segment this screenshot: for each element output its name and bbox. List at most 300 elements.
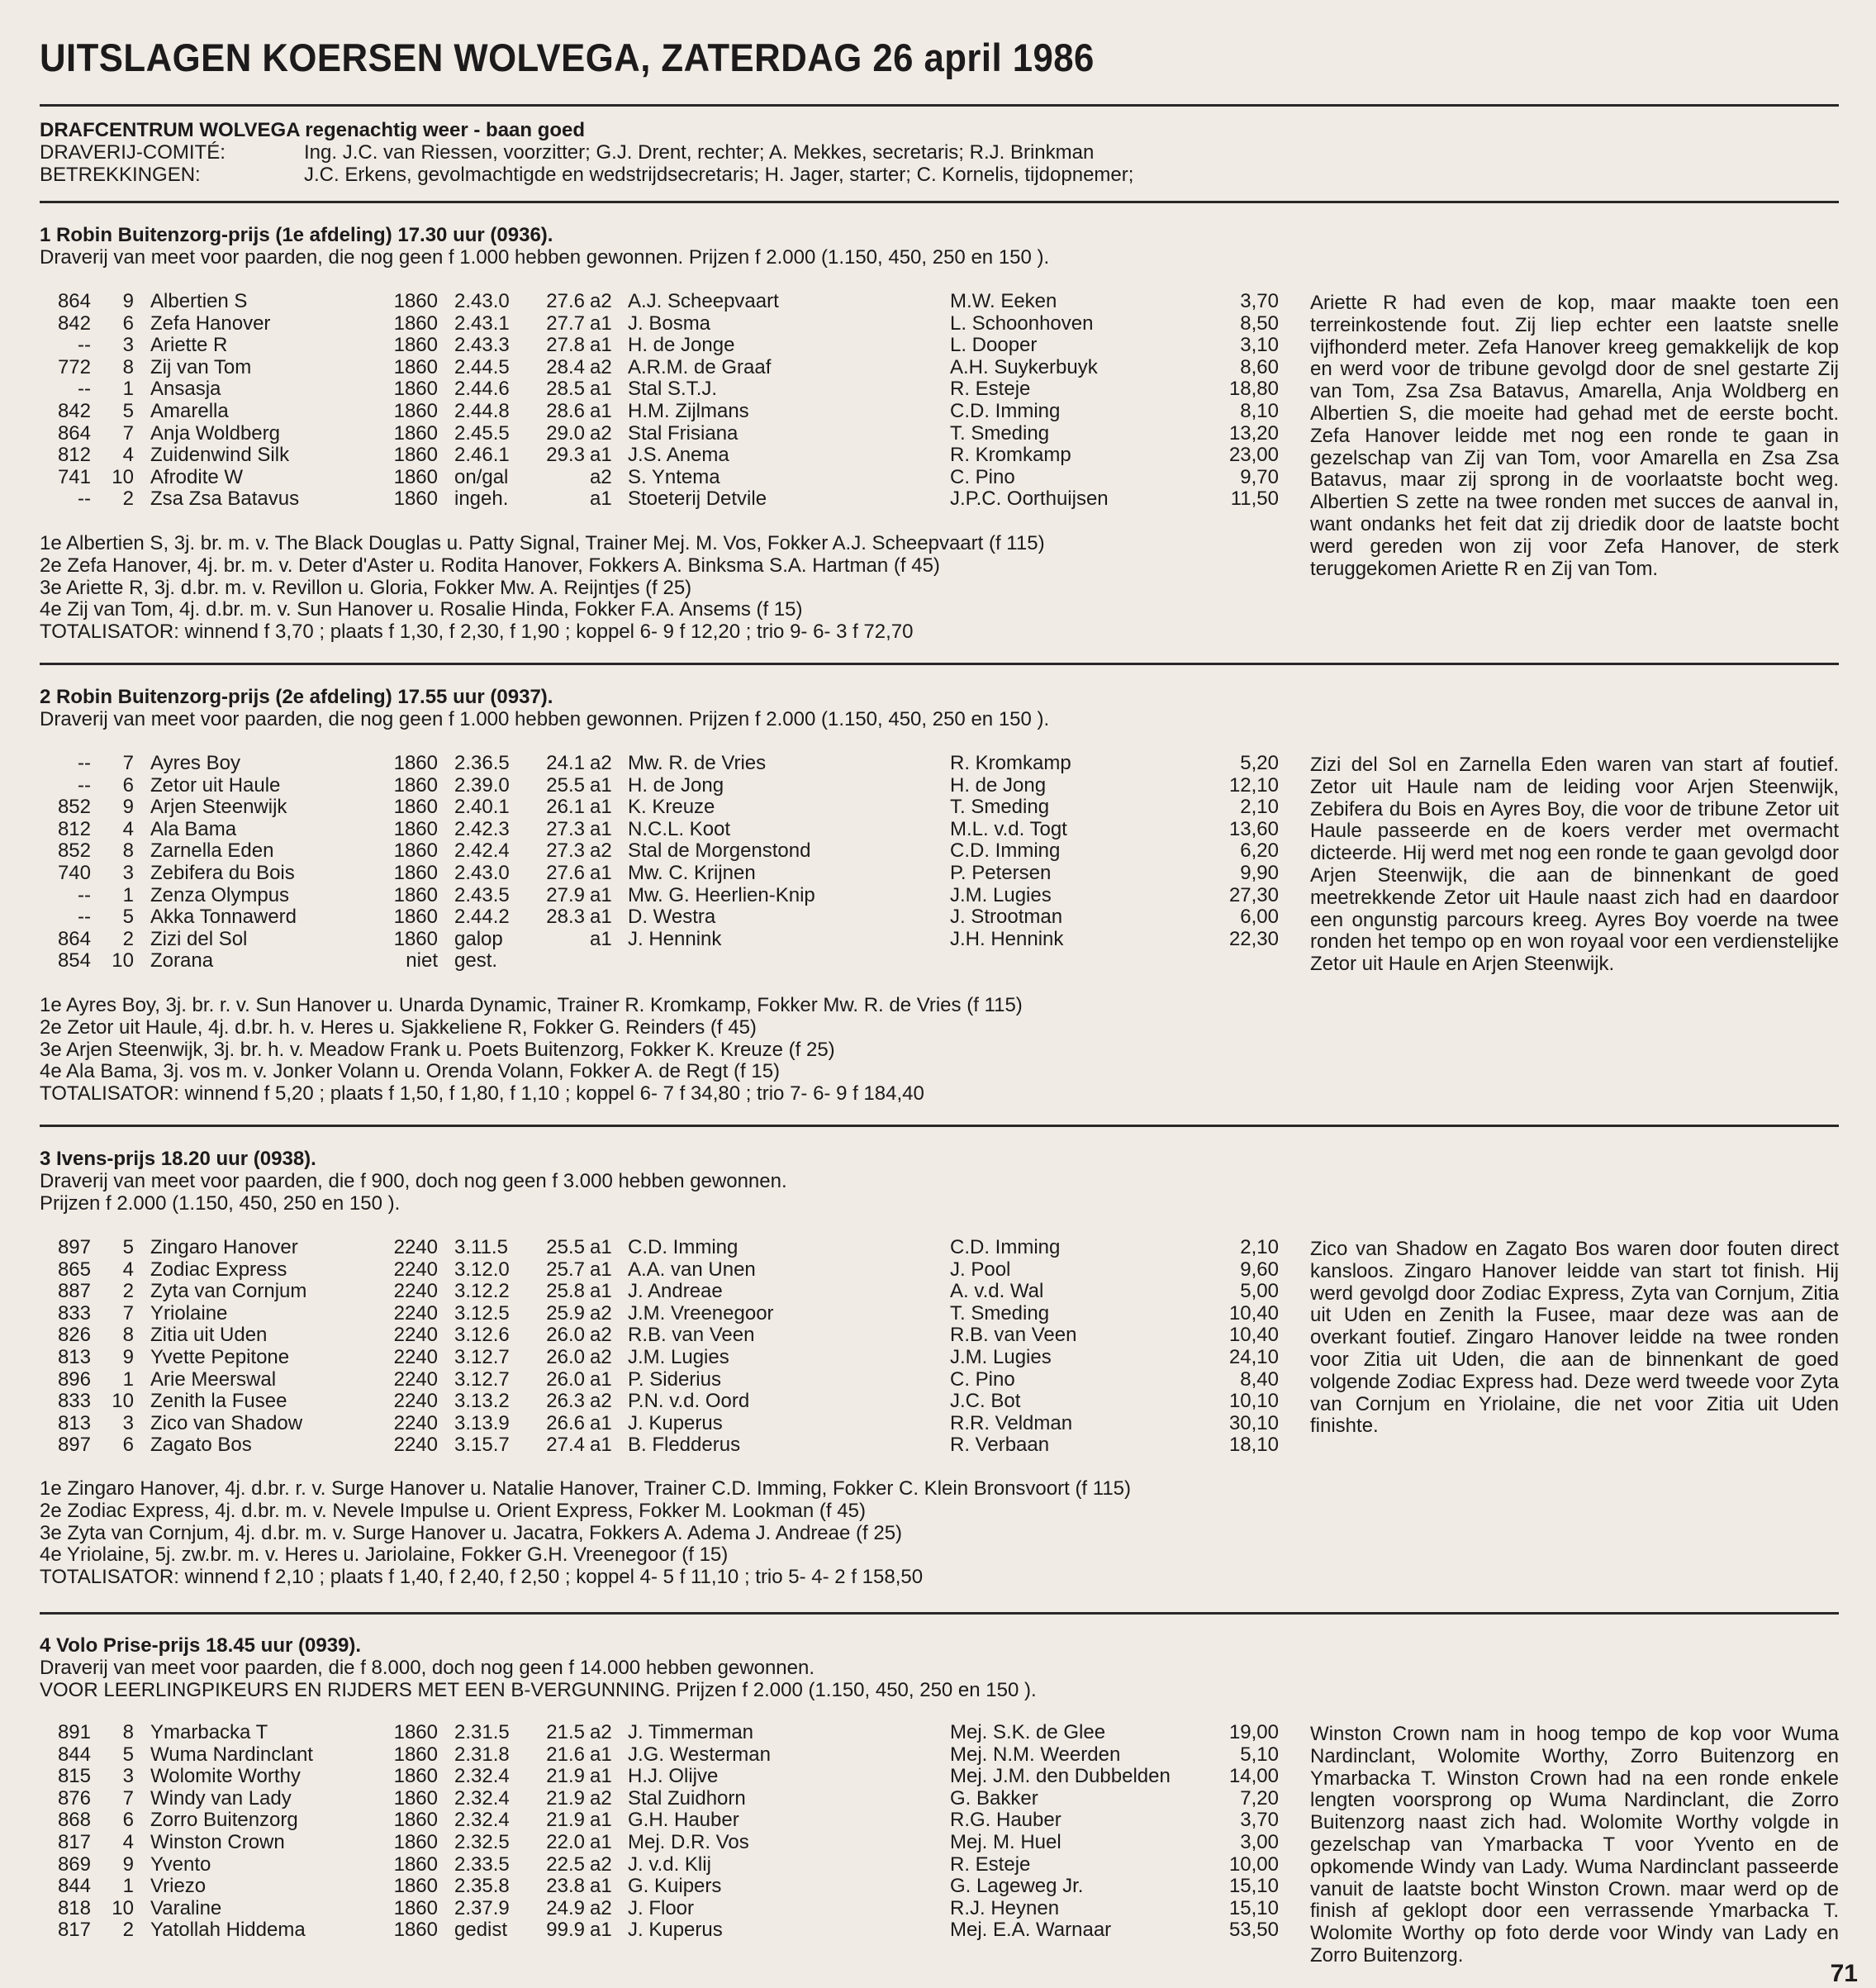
time-cell: gedist [454,1919,508,1942]
start-number-cell: 8 [122,355,134,378]
owner-cell: Stal de Morgenstond [628,839,811,863]
prev-race-cell: -- [78,378,91,401]
time-cell: ingeh. [454,487,509,511]
start-spot-cell: a1 [590,1830,612,1853]
horse-name-cell: Ayres Boy [150,752,240,774]
driver-cell: P. Petersen [950,861,1052,884]
owner-cell: J.S. Anema [628,444,729,467]
start-number-cell: 5 [122,906,134,929]
owner-cell [623,950,950,973]
owner-cell: Mej. D.R. Vos [628,1830,749,1853]
start-spot-cell: a2 [590,1721,612,1743]
distance-cell: 1860 [393,796,438,819]
horse-name-cell: Zenza Olympus [150,883,290,906]
placing-2: 2e Zefa Hanover, 4j. br. m. v. Deter d'Aster u. Rodita Hanover, Fokkers A. Binksma S.A. Hartman (f 45) [40,554,940,577]
table-row [40,1788,1279,1810]
prev-race-cell: 864 [57,927,91,950]
start-number-cell: 7 [122,752,134,774]
table-row [40,378,1279,401]
comite-label: DRAVERIJ-COMITÉ: [40,141,226,164]
betrekkingen-label: BETREKKINGEN: [40,164,201,186]
km-time-cell: 28.6 [546,399,585,422]
distance-cell: 2240 [393,1280,438,1303]
km-time-cell: 25.9 [546,1301,585,1325]
horse-name-cell: Wuma Nardinclant [150,1743,313,1766]
prev-race-cell: 815 [57,1765,91,1788]
driver-cell [950,950,1226,973]
start-number-cell: 9 [122,290,134,312]
prev-race-cell: 876 [57,1786,91,1810]
start-spot-cell: a1 [590,1236,612,1258]
start-spot-cell: a1 [590,1411,612,1434]
start-number-cell: 3 [122,861,134,884]
odds-cell: 23,00 [1228,444,1279,467]
time-cell: 2.32.4 [454,1809,510,1832]
horse-name-cell: Zuidenwind Silk [150,444,290,467]
meeting-subtitle: DRAFCENTRUM WOLVEGA regenachtig weer - baan goed [40,119,586,141]
distance-cell: 1860 [393,378,438,401]
km-time-cell: 21.6 [546,1743,585,1766]
distance-cell: 1860 [393,290,438,312]
time-cell: 2.31.8 [454,1743,510,1766]
km-time-cell: 27.6 [546,861,585,884]
time-cell: 2.32.5 [454,1830,510,1853]
owner-cell: Stal S.T.J. [628,378,718,401]
driver-cell: Mej. N.M. Weerden [950,1743,1121,1766]
distance-cell: 1860 [393,861,438,884]
driver-cell: H. de Jong [950,773,1047,797]
odds-cell: 53,50 [1228,1919,1279,1942]
odds-cell: 2,10 [1240,1236,1279,1258]
race-title: 4 Volo Prise-prijs 18.45 uur (0939). [40,1634,362,1657]
placing-1: 1e Albertien S, 3j. br. m. v. The Black Douglas u. Patty Signal, Trainer Mej. M. Vos, Fokker A.J. Scheepvaart (f 115) [40,532,1045,554]
horse-name-cell: Zarnella Eden [150,839,274,863]
km-time-cell: 26.0 [546,1367,585,1391]
race-3-header [40,1148,787,1215]
driver-cell: J. Pool [950,1258,1011,1281]
odds-cell: 8,60 [1240,355,1279,378]
race-conditions: Draverij van meet voor paarden, die nog geen f 1.000 hebben gewonnen. Prijzen f 2.000 (1.150, 450, 250 en 150 ). [40,708,1050,730]
prev-race-cell: 887 [57,1280,91,1303]
horse-name-cell: Amarella [150,399,229,422]
time-cell: 2.44.6 [454,378,510,401]
km-time-cell: 26.1 [546,796,585,819]
horse-name-cell: Zingaro Hanover [150,1236,298,1258]
time-cell: 3.13.9 [454,1411,510,1434]
prev-race-cell: 844 [57,1743,91,1766]
km-time-cell: 21.9 [546,1765,585,1788]
odds-cell: 5,10 [1240,1743,1279,1766]
time-cell: 3.15.7 [454,1434,510,1457]
start-spot-cell: a1 [590,1809,612,1832]
placing-1: 1e Ayres Boy, 3j. br. r. v. Sun Hanover u. Unarda Dynamic, Trainer R. Kromkamp, Fokker Mw. R. de Vries (f 115) [40,994,1023,1016]
start-number-cell: 8 [122,839,134,863]
distance-cell: 2240 [393,1390,438,1413]
table-row [40,357,1279,379]
table-row [40,1237,1279,1259]
race-2-results [40,753,1279,973]
prev-race-cell: 852 [57,796,91,819]
horse-name-cell: Albertien S [150,290,248,312]
start-number-cell: 10 [112,1896,134,1919]
km-time-cell [545,929,585,951]
driver-cell: T. Smeding [950,421,1050,445]
table-row [40,753,1279,775]
start-spot-cell: a2 [590,290,612,312]
start-number-cell: 3 [122,334,134,357]
prev-race-cell: 817 [57,1830,91,1853]
start-number-cell: 9 [122,1345,134,1368]
race-prizes: VOOR LEERLINGPIKEURS EN RIJDERS MET EEN B-VERGUNNING. Prijzen f 2.000 (1.150, 450, 250 en 150 ). [40,1679,1037,1701]
km-time-cell: 24.1 [546,752,585,774]
time-cell: 2.42.3 [454,817,510,840]
horse-name-cell: Zebifera du Bois [150,861,295,884]
horse-name-cell: Anja Woldberg [150,421,280,445]
driver-cell: L. Dooper [950,334,1038,357]
time-cell: 2.43.0 [454,861,510,884]
horse-name-cell: Yvette Pepitone [150,1345,290,1368]
distance-cell: 1860 [393,334,438,357]
km-time-cell: 29.3 [546,444,585,467]
table-row [40,1413,1279,1435]
horse-name-cell: Zetor uit Haule [150,773,281,797]
km-time-cell: 25.5 [546,1236,585,1258]
driver-cell: M.L. v.d. Togt [950,817,1067,840]
owner-cell: B. Fledderus [628,1434,741,1457]
distance-cell: niet [406,949,438,973]
driver-cell: T. Smeding [950,796,1050,819]
race-1-summary [40,533,1045,644]
owner-cell: A.J. Scheepvaart [628,290,779,312]
time-cell: 2.40.1 [454,796,510,819]
prev-race-cell: 864 [57,290,91,312]
start-spot-cell: a2 [590,1852,612,1876]
prev-race-cell: -- [78,883,91,906]
table-row [40,1347,1279,1369]
owner-cell: J.M. Lugies [628,1345,729,1368]
driver-cell: Mej. E.A. Warnaar [950,1919,1112,1942]
horse-name-cell: Arie Meerswal [150,1367,277,1391]
page-number: 71 [1830,1960,1858,1987]
owner-cell: J. Andreae [628,1280,723,1303]
odds-cell: 3,70 [1240,290,1279,312]
time-cell: 3.12.0 [454,1258,510,1281]
table-row [40,1259,1279,1282]
prev-race-cell: 852 [57,839,91,863]
time-cell: 2.43.5 [454,883,510,906]
km-time-cell: 28.5 [546,378,585,401]
start-spot-cell: a1 [590,1280,612,1303]
owner-cell: N.C.L. Koot [628,817,731,840]
odds-cell: 8,10 [1240,399,1279,422]
owner-cell: H. de Jong [628,773,724,797]
time-cell: 2.31.5 [454,1721,510,1743]
owner-cell: J.M. Vreenegoor [628,1301,774,1325]
start-spot-cell: a1 [590,444,612,467]
km-time-cell: 26.3 [546,1390,585,1413]
distance-cell: 2240 [393,1301,438,1325]
driver-cell: J.H. Hennink [950,927,1064,950]
table-row [40,775,1279,797]
km-time-cell: 21.9 [546,1809,585,1832]
race-4-comment: Winston Crown nam in hoog tempo de kop voor Wuma Nardinclant, Wolomite Worthy, Zorro Buitenzorg en Ymarbacka T. Winston Crown had na een ronde enkele lengten voorsprong op Wuma Nardinclant, die Zorro Buitenzorg naast zich had. Wolomite Worthy volgde in gezelschap van Ymarbacka T voor Yvento en de opkomende Windy van Lady. Wuma Nardinclant passeerde vanuit de laatste bocht Winston Crown. maar werd op de finish af geklopt door een verrassende Ymarbacka T. Wolomite Worthy op foto derde voor Windy van Lady en Zorro Buitenzorg. [1310,1723,1839,1967]
placing-3: 3e Arjen Steenwijk, 3j. br. h. v. Meadow Frank u. Poets Buitenzorg, Fokker K. Kreuze (f 25) [40,1038,835,1061]
start-number-cell: 4 [122,1258,134,1281]
distance-cell: 1860 [393,839,438,863]
distance-cell: 1860 [393,487,438,511]
horse-name-cell: Afrodite W [150,465,244,488]
table-row [40,445,1279,467]
distance-cell: 1860 [393,312,438,335]
start-spot-cell: a1 [590,861,612,884]
owner-cell: J. Bosma [628,312,711,335]
odds-cell: 14,00 [1228,1765,1279,1788]
table-row [40,1303,1279,1325]
horse-name-cell: Zenith la Fusee [150,1390,287,1413]
race-3-comment: Zico van Shadow en Zagato Bos waren door fouten direct kansloos. Zingaro Hanover leidde van start tot finish. Hij werd gevolgd door Zodiac Express, Zyta van Cornjum, Zitia uit Uden en Zenith la Fusee, maar deze was aan de overkant foutief. Zingaro Hanover leidde na twee ronden voor Zitia uit Uden, die aan de binnenkant de goed volgende Zodiac Express had. Deze werd tweede voor Zyta van Cornjum en Yriolaine, die net voor Zitia uit Uden finishte. [1310,1238,1839,1438]
prev-race-cell: 826 [57,1324,91,1347]
distance-cell: 1860 [393,1896,438,1919]
table-row [40,906,1279,929]
owner-cell: A.R.M. de Graaf [628,355,772,378]
table-row [40,797,1279,819]
owner-cell: R.B. van Veen [628,1324,755,1347]
table-row [40,1325,1279,1347]
table-row [40,1281,1279,1303]
km-time-cell: 28.3 [546,906,585,929]
distance-cell: 1860 [393,773,438,797]
horse-name-cell: Windy van Lady [150,1786,292,1810]
owner-cell: J. Floor [628,1896,695,1919]
odds-cell: 10,00 [1228,1852,1279,1876]
horse-name-cell: Ansasja [150,378,221,401]
prev-race-cell: -- [78,752,91,774]
driver-cell: R.B. van Veen [950,1324,1077,1347]
placing-3: 3e Zyta van Cornjum, 4j. d.br. m. v. Surge Hanover u. Jacatra, Fokkers A. Adema J. Andreae (f 25) [40,1521,903,1544]
placing-4: 4e Zij van Tom, 4j. d.br. m. v. Sun Hanover u. Rosalie Hinda, Fokker F.A. Ansems (f 15) [40,598,803,621]
driver-cell: C. Pino [950,465,1015,488]
distance-cell: 1860 [393,1919,438,1942]
km-time-cell: 26.6 [546,1411,585,1434]
distance-cell: 1860 [393,421,438,445]
start-number-cell: 10 [112,1390,134,1413]
odds-cell: 3,00 [1240,1830,1279,1853]
owner-cell: A.A. van Unen [628,1258,756,1281]
driver-cell: J.M. Lugies [950,883,1052,906]
start-number-cell: 6 [122,1434,134,1457]
horse-name-cell: Zefa Hanover [150,312,271,335]
owner-cell: G. Kuipers [628,1875,722,1898]
prev-race-cell: 812 [57,444,91,467]
race-title: 2 Robin Buitenzorg-prijs (2e afdeling) 17.55 uur (0937). [40,686,553,708]
prev-race-cell: 896 [57,1367,91,1391]
odds-cell: 5,00 [1240,1280,1279,1303]
placing-1: 1e Zingaro Hanover, 4j. d.br. r. v. Surge Hanover u. Natalie Hanover, Trainer C.D. Imming, Fokker C. Klein Bronsvoort (f 115) [40,1477,1132,1500]
prev-race-cell: -- [78,487,91,511]
table-row [40,885,1279,907]
km-time-cell: 21.9 [546,1786,585,1810]
prev-race-cell: -- [78,334,91,357]
time-cell: on/gal [454,465,509,488]
start-spot-cell: a1 [590,1875,612,1898]
owner-cell: S. Yntema [628,465,720,488]
km-time-cell: 23.8 [546,1875,585,1898]
distance-cell: 1860 [393,465,438,488]
start-number-cell: 4 [122,1830,134,1853]
totalisator: TOTALISATOR: winnend f 5,20 ; plaats f 1,50, f 1,80, f 1,10 ; koppel 6- 7 f 34,80 ; trio 7- 6- 9 f 184,40 [40,1082,924,1106]
km-time-cell: 28.4 [546,355,585,378]
divider [40,104,1839,107]
prev-race-cell: 868 [57,1809,91,1832]
horse-name-cell: Arjen Steenwijk [150,796,287,819]
time-cell: 3.12.7 [454,1367,510,1391]
page-title: UITSLAGEN KOERSEN WOLVEGA, ZATERDAG 26 april 1986 [40,36,1095,79]
table-row [40,467,1279,489]
odds-cell: 15,10 [1228,1875,1279,1898]
odds-cell: 8,40 [1240,1367,1279,1391]
prev-race-cell: 833 [57,1390,91,1413]
race-1-comment: Ariette R had even de kop, maar maakte toen een terreinkostende fout. Zij liep echter een laatste snelle vijfhonderd meter. Zefa Hanover kreeg gemakkelijk de kop en werd voor de tribune gevolgd door de snel gestarte Zij van Tom, Zsa Zsa Batavus, Amarella, Anja Woldberg en Albertien S, die moeite had gehad met de eerste bocht. Zefa Hanover leidde met nog een ronde te gaan in gezelschap van Zij van Tom, voor Amarella en Zsa Zsa Batavus, maar zij sprong in de voorlaatste bocht weg. Albertien S zette na twee ronden met succes de aanval in, want ondanks het feit dat zij driedik door de laatste bocht werd gereden won zij voor Zefa Hanover, de sterk teruggekomen Ariette R en Zij van Tom. [1310,292,1839,580]
km-time-cell: 21.5 [546,1721,585,1743]
km-time-cell: 26.0 [546,1345,585,1368]
start-number-cell: 2 [122,1919,134,1942]
time-cell: 3.12.7 [454,1345,510,1368]
meeting-header [40,119,1133,186]
prev-race-cell: 813 [57,1411,91,1434]
driver-cell: Mej. S.K. de Glee [950,1721,1106,1743]
distance-cell: 2240 [393,1236,438,1258]
table-row [40,1919,1279,1942]
odds-cell: 27,30 [1228,883,1279,906]
totalisator: TOTALISATOR: winnend f 2,10 ; plaats f 1,40, f 2,40, f 2,50 ; koppel 4- 5 f 11,10 ; trio 5- 4- 2 f 158,50 [40,1566,924,1589]
placing-3: 3e Ariette R, 3j. d.br. m. v. Revillon u. Gloria, Fokker Mw. A. Reijntjes (f 25) [40,576,692,599]
owner-cell: H. de Jonge [628,334,735,357]
time-cell: 3.13.2 [454,1390,510,1413]
prev-race-cell: 818 [57,1896,91,1919]
time-cell: 2.44.5 [454,355,510,378]
driver-cell: Mej. J.M. den Dubbelden [950,1765,1171,1788]
driver-cell: J.M. Lugies [950,1345,1052,1368]
race-conditions: Draverij van meet voor paarden, die f 900, doch nog geen f 3.000 hebben gewonnen. [40,1170,787,1192]
time-cell: 2.35.8 [454,1875,510,1898]
betrekkingen-value: J.C. Erkens, gevolmachtigde en wedstrijdsecretaris; H. Jager, starter; C. Kornelis, tijdopnemer; [304,164,1134,186]
owner-cell: Mw. R. de Vries [628,752,767,774]
start-number-cell: 6 [122,773,134,797]
time-cell: 2.43.1 [454,312,510,335]
table-row [40,1369,1279,1391]
distance-cell: 1860 [393,1852,438,1876]
time-cell: gest. [454,949,498,973]
table-row [40,335,1279,357]
horse-name-cell: Zyta van Cornjum [150,1280,307,1303]
start-number-cell: 8 [122,1324,134,1347]
odds-cell: 3,70 [1240,1809,1279,1832]
odds-cell: 19,00 [1228,1721,1279,1743]
owner-cell: Stal Frisiana [628,421,739,445]
start-spot-cell: a1 [590,487,612,511]
owner-cell: J. Hennink [628,927,722,950]
start-spot-cell: a2 [590,1345,612,1368]
start-number-cell: 3 [122,1765,134,1788]
owner-cell: K. Kreuze [628,796,715,819]
distance-cell: 1860 [393,1765,438,1788]
table-row [40,1434,1279,1457]
race-3-summary [40,1478,1131,1589]
odds-cell [1226,950,1279,973]
time-cell: 3.11.5 [454,1236,508,1258]
table-row [40,1722,1279,1744]
distance-cell: 2240 [393,1258,438,1281]
driver-cell: C.D. Imming [950,1236,1061,1258]
start-spot-cell: a2 [590,839,612,863]
horse-name-cell: Zitia uit Uden [150,1324,268,1347]
driver-cell: G. Bakker [950,1786,1038,1810]
odds-cell: 10,40 [1228,1324,1279,1347]
distance-cell: 1860 [393,906,438,929]
time-cell: 2.33.5 [454,1852,510,1876]
odds-cell: 12,10 [1228,773,1279,797]
horse-name-cell: Ala Bama [150,817,237,840]
driver-cell: M.W. Eeken [950,290,1057,312]
horse-name-cell: Wolomite Worthy [150,1765,301,1788]
km-time-cell: 26.0 [546,1324,585,1347]
table-row [40,488,1279,511]
km-time-cell [545,488,585,511]
horse-name-cell: Vriezo [150,1875,207,1898]
start-number-cell: 8 [122,1721,134,1743]
horse-name-cell: Zagato Bos [150,1434,252,1457]
odds-cell: 6,00 [1240,906,1279,929]
start-spot-cell: a1 [590,1367,612,1391]
time-cell: 2.36.5 [454,752,510,774]
race-prizes: Prijzen f 2.000 (1.150, 450, 250 en 150 ). [40,1192,401,1215]
distance-cell: 1860 [393,752,438,774]
start-number-cell: 5 [122,1743,134,1766]
divider [40,1612,1839,1615]
time-cell: 2.43.3 [454,334,510,357]
horse-name-cell: Zsa Zsa Batavus [150,487,300,511]
driver-cell: C.D. Imming [950,399,1061,422]
time-cell: galop [454,927,503,950]
start-spot-cell: a1 [590,399,612,422]
race-title: 3 Ivens-prijs 18.20 uur (0938). [40,1148,316,1170]
divider [40,1125,1839,1127]
table-row [40,1898,1279,1920]
driver-cell: R.J. Heynen [950,1896,1060,1919]
start-spot-cell: a2 [590,465,612,488]
start-number-cell: 9 [122,1852,134,1876]
table-row [40,423,1279,445]
start-spot-cell: a2 [590,421,612,445]
owner-cell: Stoeterij Detvile [628,487,767,511]
time-cell: 3.12.5 [454,1301,510,1325]
driver-cell: R. Kromkamp [950,444,1071,467]
start-spot-cell: a1 [590,1434,612,1457]
owner-cell: J.G. Westerman [628,1743,771,1766]
start-number-cell: 7 [122,421,134,445]
horse-name-cell: Zico van Shadow [150,1411,303,1434]
start-number-cell: 1 [122,1875,134,1898]
table-row [40,401,1279,423]
start-spot-cell [585,950,623,973]
km-time-cell: 99.9 [546,1919,585,1942]
odds-cell: 5,20 [1240,752,1279,774]
distance-cell: 1860 [393,817,438,840]
table-row [40,1876,1279,1898]
start-number-cell: 10 [112,949,134,973]
table-row [40,1744,1279,1767]
prev-race-cell: 741 [57,465,91,488]
